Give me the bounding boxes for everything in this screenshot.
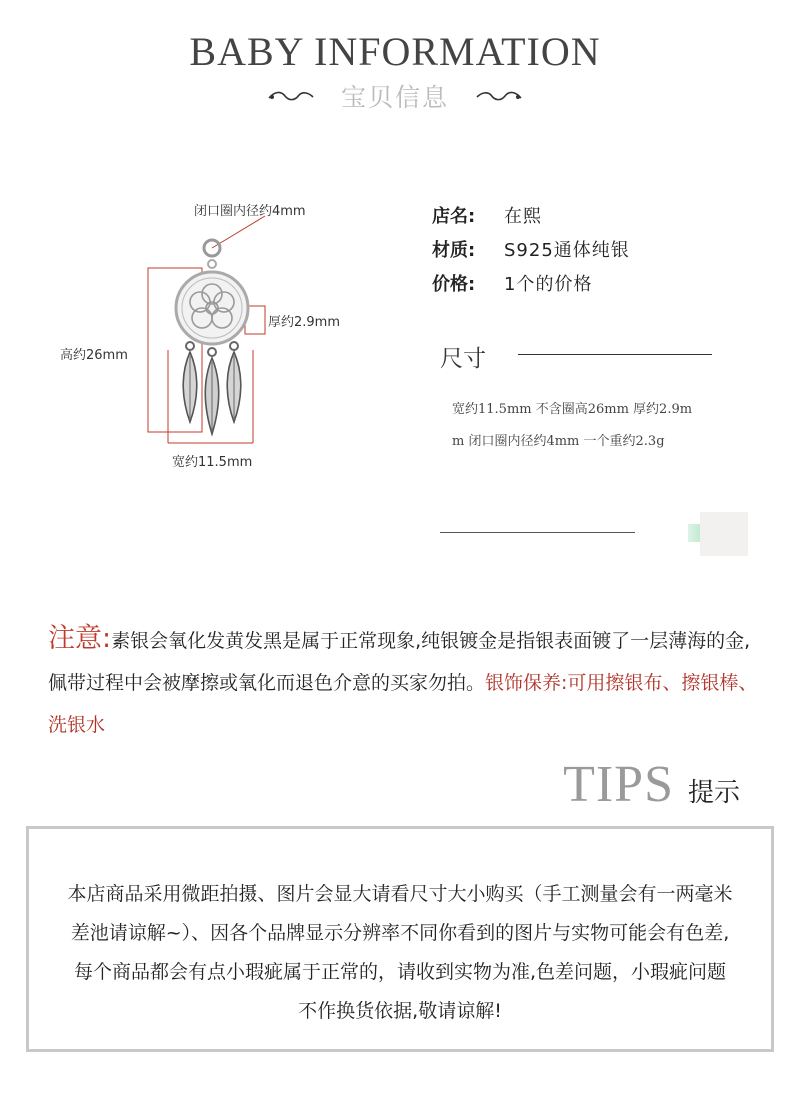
note-text: 素银会氧化发黄发黑是属于正常现象,纯银镀金是指银表面镀了一层薄海的金,佩带过程中会被摩擦或氧化而退色介意的买家勿拍。 [48,630,751,694]
right-swirl-icon [475,89,523,103]
tips-title-en: TIPS [563,756,674,813]
pendant-feathers [183,342,241,434]
price-value: 1个的价格 [504,274,593,295]
pendant-disk [176,272,248,344]
pendant-illustration [40,190,390,480]
left-swirl-icon [267,89,315,103]
price-label: 价格: [432,274,476,295]
size-bottom-divider [440,532,635,533]
care-note [48,618,760,746]
size-title: 尺寸 [440,346,486,372]
note-care: 银饰保养:可用擦银布、擦银棒、洗银水 [48,672,758,736]
tips-text: 本店商品采用微距拍摄、图片会显大请看尺寸大小购买（手工测量会有一两毫米差池请谅解~）、因各个品牌显示分辨率不同你看到的图片与实物可能会有色差,每个商品都会有点小瑕疵属于正常的，请收到实物为准,色差问题，小瑕疵问题不作换货依据,敬请谅解! [67,883,733,1022]
ring-diameter-annotation: 闭口圈内径约4mm [194,204,306,219]
page-subtitle: 宝贝信息 [340,83,449,112]
size-description: 宽约11.5mm 不含圈高26mm 厚约2.9mm 闭口圈内径约4mm 一个重约2.3g [452,402,693,449]
thumbnail [700,512,748,556]
product-image [40,190,390,480]
note-label: 注意: [48,623,112,654]
subtitle-row [0,78,790,114]
width-annotation: 宽约11.5mm [172,455,253,470]
tips-title-cn: 提示 [687,778,740,808]
material-row [432,232,630,266]
height-annotation: 高约26mm [60,348,128,363]
price-row [432,266,630,300]
size-divider [518,354,712,355]
material-label: 材质: [432,240,476,261]
thumbnail-mark [688,524,700,542]
product-info [432,198,630,300]
page-title: BABY INFORMATION [189,29,601,74]
shop-value: 在熙 [504,206,542,227]
shop-row [432,198,630,232]
tips-box [26,826,774,1052]
material-value: S925通体纯银 [504,240,630,261]
thickness-annotation: 厚约2.9mm [268,315,341,330]
tips-heading [0,755,740,814]
shop-label: 店名: [432,206,476,227]
